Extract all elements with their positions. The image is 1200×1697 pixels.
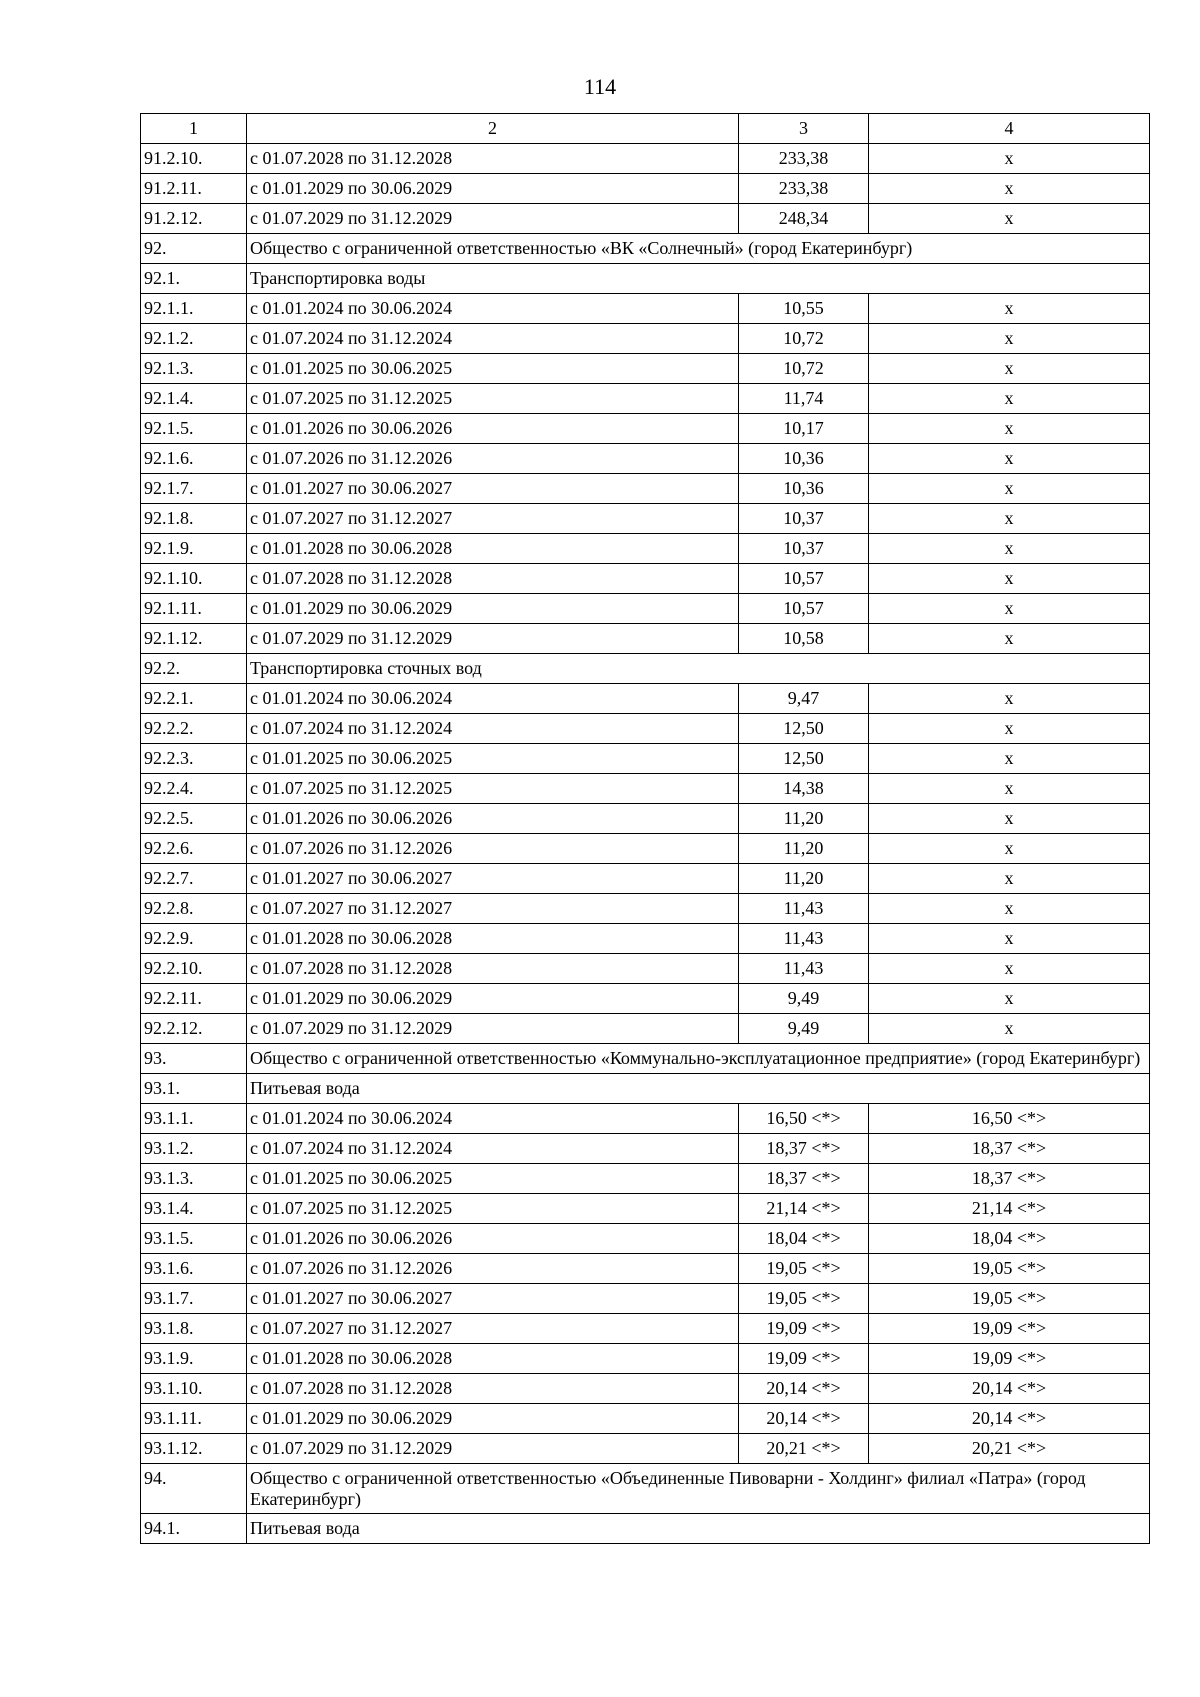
period-cell: с 01.07.2024 по 31.12.2024 — [247, 714, 739, 744]
table-row — [141, 1434, 1150, 1464]
table-row — [141, 924, 1150, 954]
header-cell: 3 — [739, 114, 869, 144]
value-col3: 10,57 — [739, 564, 869, 594]
row-number: 93.1.12. — [141, 1434, 247, 1464]
value-col3: 11,20 — [739, 864, 869, 894]
value-col3: 10,37 — [739, 534, 869, 564]
period-cell: с 01.01.2024 по 30.06.2024 — [247, 294, 739, 324]
value-col3: 10,36 — [739, 474, 869, 504]
value-col3: 18,37 <*> — [739, 1164, 869, 1194]
value-col3: 10,36 — [739, 444, 869, 474]
table-row — [141, 894, 1150, 924]
value-col4: x — [869, 804, 1150, 834]
section-row — [141, 1514, 1150, 1544]
value-col3: 20,21 <*> — [739, 1434, 869, 1464]
table-row — [141, 864, 1150, 894]
value-col3: 16,50 <*> — [739, 1104, 869, 1134]
row-number: 92.2.1. — [141, 684, 247, 714]
value-col3: 11,43 — [739, 954, 869, 984]
row-number: 92.2.4. — [141, 774, 247, 804]
value-col4: x — [869, 744, 1150, 774]
value-col4: 16,50 <*> — [869, 1104, 1150, 1134]
period-cell: с 01.01.2029 по 30.06.2029 — [247, 174, 739, 204]
value-col4: 18,37 <*> — [869, 1134, 1150, 1164]
period-cell: с 01.01.2027 по 30.06.2027 — [247, 474, 739, 504]
value-col4: x — [869, 834, 1150, 864]
tariff-table — [140, 113, 1150, 1544]
table-row — [141, 1284, 1150, 1314]
row-number: 92.1.3. — [141, 354, 247, 384]
row-number: 93.1.10. — [141, 1374, 247, 1404]
section-row — [141, 1464, 1150, 1514]
value-col3: 233,38 — [739, 144, 869, 174]
table-row — [141, 834, 1150, 864]
row-number: 93.1.2. — [141, 1134, 247, 1164]
table-row — [141, 1404, 1150, 1434]
row-number: 93.1.6. — [141, 1254, 247, 1284]
value-col4: 18,37 <*> — [869, 1164, 1150, 1194]
header-cell: 2 — [247, 114, 739, 144]
row-number: 93.1.5. — [141, 1224, 247, 1254]
table-header-row — [141, 114, 1150, 144]
value-col3: 10,37 — [739, 504, 869, 534]
value-col3: 10,72 — [739, 324, 869, 354]
value-col4: x — [869, 174, 1150, 204]
table-row — [141, 684, 1150, 714]
value-col3: 18,04 <*> — [739, 1224, 869, 1254]
table-row — [141, 1344, 1150, 1374]
value-col3: 14,38 — [739, 774, 869, 804]
value-col4: x — [869, 774, 1150, 804]
period-cell: с 01.01.2028 по 30.06.2028 — [247, 924, 739, 954]
value-col4: 20,14 <*> — [869, 1374, 1150, 1404]
table-row — [141, 1254, 1150, 1284]
table-row — [141, 144, 1150, 174]
period-cell: с 01.07.2029 по 31.12.2029 — [247, 204, 739, 234]
period-cell: с 01.07.2029 по 31.12.2029 — [247, 1014, 739, 1044]
row-number: 92.2.8. — [141, 894, 247, 924]
section-row — [141, 234, 1150, 264]
value-col4: x — [869, 564, 1150, 594]
table-row — [141, 1134, 1150, 1164]
value-col3: 9,49 — [739, 984, 869, 1014]
value-col3: 233,38 — [739, 174, 869, 204]
value-col3: 19,09 <*> — [739, 1344, 869, 1374]
table-row — [141, 1314, 1150, 1344]
period-cell: с 01.07.2027 по 31.12.2027 — [247, 894, 739, 924]
value-col4: x — [869, 624, 1150, 654]
value-col3: 11,43 — [739, 924, 869, 954]
table-row — [141, 594, 1150, 624]
section-title: Транспортировка воды — [247, 264, 1150, 294]
period-cell: с 01.01.2025 по 30.06.2025 — [247, 354, 739, 384]
row-number: 92.2.6. — [141, 834, 247, 864]
value-col4: 18,04 <*> — [869, 1224, 1150, 1254]
period-cell: с 01.07.2026 по 31.12.2026 — [247, 444, 739, 474]
value-col3: 20,14 <*> — [739, 1374, 869, 1404]
row-number: 93.1.11. — [141, 1404, 247, 1434]
section-title: Питьевая вода — [247, 1074, 1150, 1104]
row-number: 92.2.5. — [141, 804, 247, 834]
value-col4: 19,09 <*> — [869, 1314, 1150, 1344]
period-cell: с 01.01.2025 по 30.06.2025 — [247, 1164, 739, 1194]
row-number: 94.1. — [141, 1514, 247, 1544]
period-cell: с 01.01.2025 по 30.06.2025 — [247, 744, 739, 774]
row-number: 94. — [141, 1464, 247, 1514]
row-number: 91.2.11. — [141, 174, 247, 204]
table-row — [141, 1104, 1150, 1134]
row-number: 92.1.10. — [141, 564, 247, 594]
row-number: 92.1.11. — [141, 594, 247, 624]
row-number: 93.1.8. — [141, 1314, 247, 1344]
value-col4: x — [869, 474, 1150, 504]
value-col3: 20,14 <*> — [739, 1404, 869, 1434]
row-number: 92.1.2. — [141, 324, 247, 354]
value-col3: 18,37 <*> — [739, 1134, 869, 1164]
value-col4: x — [869, 684, 1150, 714]
value-col3: 10,58 — [739, 624, 869, 654]
period-cell: с 01.07.2028 по 31.12.2028 — [247, 954, 739, 984]
period-cell: с 01.01.2027 по 30.06.2027 — [247, 1284, 739, 1314]
value-col4: 20,14 <*> — [869, 1404, 1150, 1434]
table-row — [141, 384, 1150, 414]
section-row — [141, 654, 1150, 684]
row-number: 92. — [141, 234, 247, 264]
value-col4: 21,14 <*> — [869, 1194, 1150, 1224]
row-number: 93.1.7. — [141, 1284, 247, 1314]
value-col4: x — [869, 1014, 1150, 1044]
table-row — [141, 1194, 1150, 1224]
value-col3: 12,50 — [739, 714, 869, 744]
table-row — [141, 624, 1150, 654]
value-col4: x — [869, 444, 1150, 474]
value-col4: x — [869, 144, 1150, 174]
value-col4: x — [869, 594, 1150, 624]
value-col3: 10,55 — [739, 294, 869, 324]
value-col4: x — [869, 864, 1150, 894]
value-col3: 11,74 — [739, 384, 869, 414]
period-cell: с 01.01.2028 по 30.06.2028 — [247, 1344, 739, 1374]
table-row — [141, 564, 1150, 594]
period-cell: с 01.07.2029 по 31.12.2029 — [247, 624, 739, 654]
period-cell: с 01.07.2025 по 31.12.2025 — [247, 384, 739, 414]
period-cell: с 01.07.2026 по 31.12.2026 — [247, 834, 739, 864]
value-col3: 11,43 — [739, 894, 869, 924]
table-row — [141, 774, 1150, 804]
period-cell: с 01.07.2027 по 31.12.2027 — [247, 504, 739, 534]
table-row — [141, 414, 1150, 444]
period-cell: с 01.07.2028 по 31.12.2028 — [247, 564, 739, 594]
value-col3: 12,50 — [739, 744, 869, 774]
period-cell: с 01.07.2028 по 31.12.2028 — [247, 144, 739, 174]
period-cell: с 01.07.2026 по 31.12.2026 — [247, 1254, 739, 1284]
section-title: Общество с ограниченной ответственностью «Объединенные Пивоварни - Холдинг» филиал «Патра» (город Екатеринбург) — [247, 1464, 1150, 1514]
table-row — [141, 354, 1150, 384]
period-cell: с 01.07.2024 по 31.12.2024 — [247, 324, 739, 354]
row-number: 93.1.4. — [141, 1194, 247, 1224]
period-cell: с 01.01.2026 по 30.06.2026 — [247, 1224, 739, 1254]
row-number: 92.2.7. — [141, 864, 247, 894]
table-row — [141, 534, 1150, 564]
table-row — [141, 474, 1150, 504]
row-number: 92.1.1. — [141, 294, 247, 324]
table-row — [141, 294, 1150, 324]
row-number: 93. — [141, 1044, 247, 1074]
value-col4: 19,09 <*> — [869, 1344, 1150, 1374]
row-number: 92.1.8. — [141, 504, 247, 534]
period-cell: с 01.01.2029 по 30.06.2029 — [247, 594, 739, 624]
row-number: 92.1. — [141, 264, 247, 294]
row-number: 92.2.12. — [141, 1014, 247, 1044]
value-col4: x — [869, 324, 1150, 354]
table-row — [141, 954, 1150, 984]
value-col3: 10,72 — [739, 354, 869, 384]
row-number: 92.1.12. — [141, 624, 247, 654]
value-col4: x — [869, 954, 1150, 984]
period-cell: с 01.01.2026 по 30.06.2026 — [247, 804, 739, 834]
value-col3: 11,20 — [739, 804, 869, 834]
section-title: Общество с ограниченной ответственностью «ВК «Солнечный» (город Екатеринбург) — [247, 234, 1150, 264]
period-cell: с 01.07.2028 по 31.12.2028 — [247, 1374, 739, 1404]
table-row — [141, 744, 1150, 774]
row-number: 93.1.1. — [141, 1104, 247, 1134]
value-col3: 19,09 <*> — [739, 1314, 869, 1344]
section-title: Питьевая вода — [247, 1514, 1150, 1544]
value-col4: x — [869, 354, 1150, 384]
table-row — [141, 1374, 1150, 1404]
value-col3: 21,14 <*> — [739, 1194, 869, 1224]
section-title: Транспортировка сточных вод — [247, 654, 1150, 684]
value-col3: 10,17 — [739, 414, 869, 444]
section-row — [141, 1074, 1150, 1104]
value-col4: x — [869, 924, 1150, 954]
table-row — [141, 714, 1150, 744]
period-cell: с 01.01.2029 по 30.06.2029 — [247, 1404, 739, 1434]
value-col4: x — [869, 894, 1150, 924]
period-cell: с 01.07.2025 по 31.12.2025 — [247, 774, 739, 804]
row-number: 92.2. — [141, 654, 247, 684]
value-col4: x — [869, 384, 1150, 414]
value-col4: x — [869, 984, 1150, 1014]
section-row — [141, 264, 1150, 294]
row-number: 92.1.4. — [141, 384, 247, 414]
row-number: 92.1.7. — [141, 474, 247, 504]
period-cell: с 01.01.2027 по 30.06.2027 — [247, 864, 739, 894]
table-row — [141, 504, 1150, 534]
table-row — [141, 1224, 1150, 1254]
row-number: 91.2.12. — [141, 204, 247, 234]
period-cell: с 01.01.2026 по 30.06.2026 — [247, 414, 739, 444]
period-cell: с 01.07.2027 по 31.12.2027 — [247, 1314, 739, 1344]
row-number: 92.2.9. — [141, 924, 247, 954]
value-col4: 19,05 <*> — [869, 1284, 1150, 1314]
period-cell: с 01.07.2029 по 31.12.2029 — [247, 1434, 739, 1464]
table-row — [141, 174, 1150, 204]
value-col3: 248,34 — [739, 204, 869, 234]
row-number: 93.1.9. — [141, 1344, 247, 1374]
value-col3: 19,05 <*> — [739, 1254, 869, 1284]
value-col3: 9,49 — [739, 1014, 869, 1044]
value-col4: x — [869, 714, 1150, 744]
page-number: 114 — [583, 74, 617, 99]
value-col4: 20,21 <*> — [869, 1434, 1150, 1464]
section-title: Общество с ограниченной ответственностью «Коммунально-эксплуатационное предприятие» (город Екатеринбург) — [247, 1044, 1150, 1074]
row-number: 93.1.3. — [141, 1164, 247, 1194]
value-col4: x — [869, 414, 1150, 444]
value-col3: 10,57 — [739, 594, 869, 624]
section-row — [141, 1044, 1150, 1074]
period-cell: с 01.01.2029 по 30.06.2029 — [247, 984, 739, 1014]
value-col4: 19,05 <*> — [869, 1254, 1150, 1284]
table-row — [141, 984, 1150, 1014]
table-row — [141, 444, 1150, 474]
value-col4: x — [869, 504, 1150, 534]
period-cell: с 01.01.2024 по 30.06.2024 — [247, 684, 739, 714]
period-cell: с 01.07.2025 по 31.12.2025 — [247, 1194, 739, 1224]
value-col4: x — [869, 534, 1150, 564]
row-number: 92.1.5. — [141, 414, 247, 444]
row-number: 93.1. — [141, 1074, 247, 1104]
period-cell: с 01.01.2024 по 30.06.2024 — [247, 1104, 739, 1134]
row-number: 92.2.10. — [141, 954, 247, 984]
row-number: 92.2.3. — [141, 744, 247, 774]
table-row — [141, 1164, 1150, 1194]
header-cell: 1 — [141, 114, 247, 144]
value-col4: x — [869, 294, 1150, 324]
row-number: 91.2.10. — [141, 144, 247, 174]
header-cell: 4 — [869, 114, 1150, 144]
table-row — [141, 204, 1150, 234]
value-col3: 11,20 — [739, 834, 869, 864]
value-col3: 19,05 <*> — [739, 1284, 869, 1314]
table-row — [141, 1014, 1150, 1044]
value-col4: x — [869, 204, 1150, 234]
table-row — [141, 804, 1150, 834]
row-number: 92.1.6. — [141, 444, 247, 474]
row-number: 92.2.2. — [141, 714, 247, 744]
value-col3: 9,47 — [739, 684, 869, 714]
period-cell: с 01.07.2024 по 31.12.2024 — [247, 1134, 739, 1164]
period-cell: с 01.01.2028 по 30.06.2028 — [247, 534, 739, 564]
table-row — [141, 324, 1150, 354]
row-number: 92.1.9. — [141, 534, 247, 564]
row-number: 92.2.11. — [141, 984, 247, 1014]
